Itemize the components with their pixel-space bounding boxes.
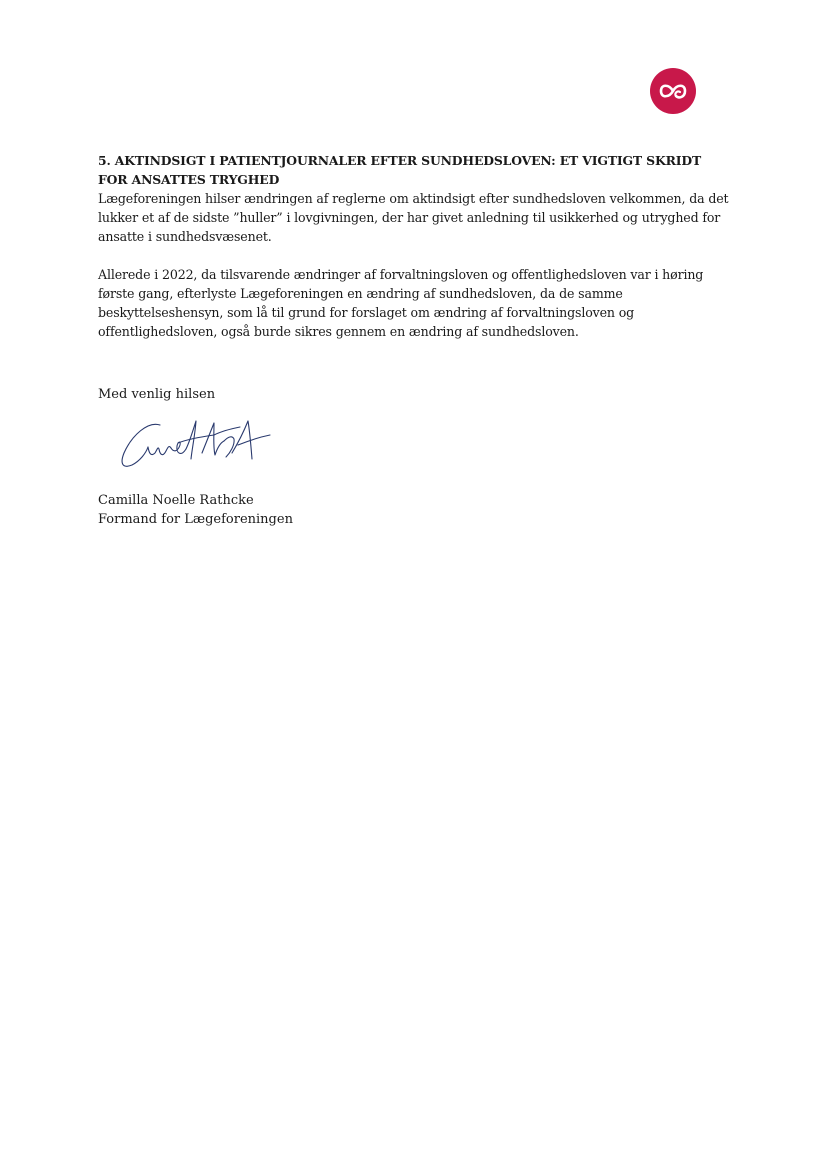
signer-block <box>98 491 293 529</box>
signature-image <box>118 413 278 475</box>
closing-greeting: Med venlig hilsen <box>98 387 216 402</box>
paragraph-welcome: Lægeforeningen hilser ændringen af reglerne om aktindsigt efter sundhedsloven velkommen, da det lukker et af de sidste ”huller” i lovgivningen, der har givet anledning til usikkerhed og utryghed for ansatte i sundhedsvæsenet. <box>98 191 729 244</box>
letter-body <box>98 151 730 341</box>
signer-name: Camilla Noelle Rathcke <box>98 493 254 508</box>
signer-title: Formand for Lægeforeningen <box>98 512 293 527</box>
laegeforeningen-logo-icon <box>650 68 696 114</box>
paragraph-background: Allerede i 2022, da tilsvarende ændringer af forvaltningsloven og offentlighedsloven var i høring første gang, efterlyste Lægeforeningen en ændring af sundhedsloven, da de samme beskyttelseshensyn, som lå til grund for forslaget om ændring af forvaltningsloven og offentlighedsloven, også burde sikres gennem en ændring af sundhedsloven. <box>98 267 704 339</box>
section-heading: 5. AKTINDSIGT I PATIENTJOURNALER EFTER SUNDHEDSLOVEN: ET VIGTIGT SKRIDT FOR ANSATTES TRYGHED <box>98 153 702 187</box>
